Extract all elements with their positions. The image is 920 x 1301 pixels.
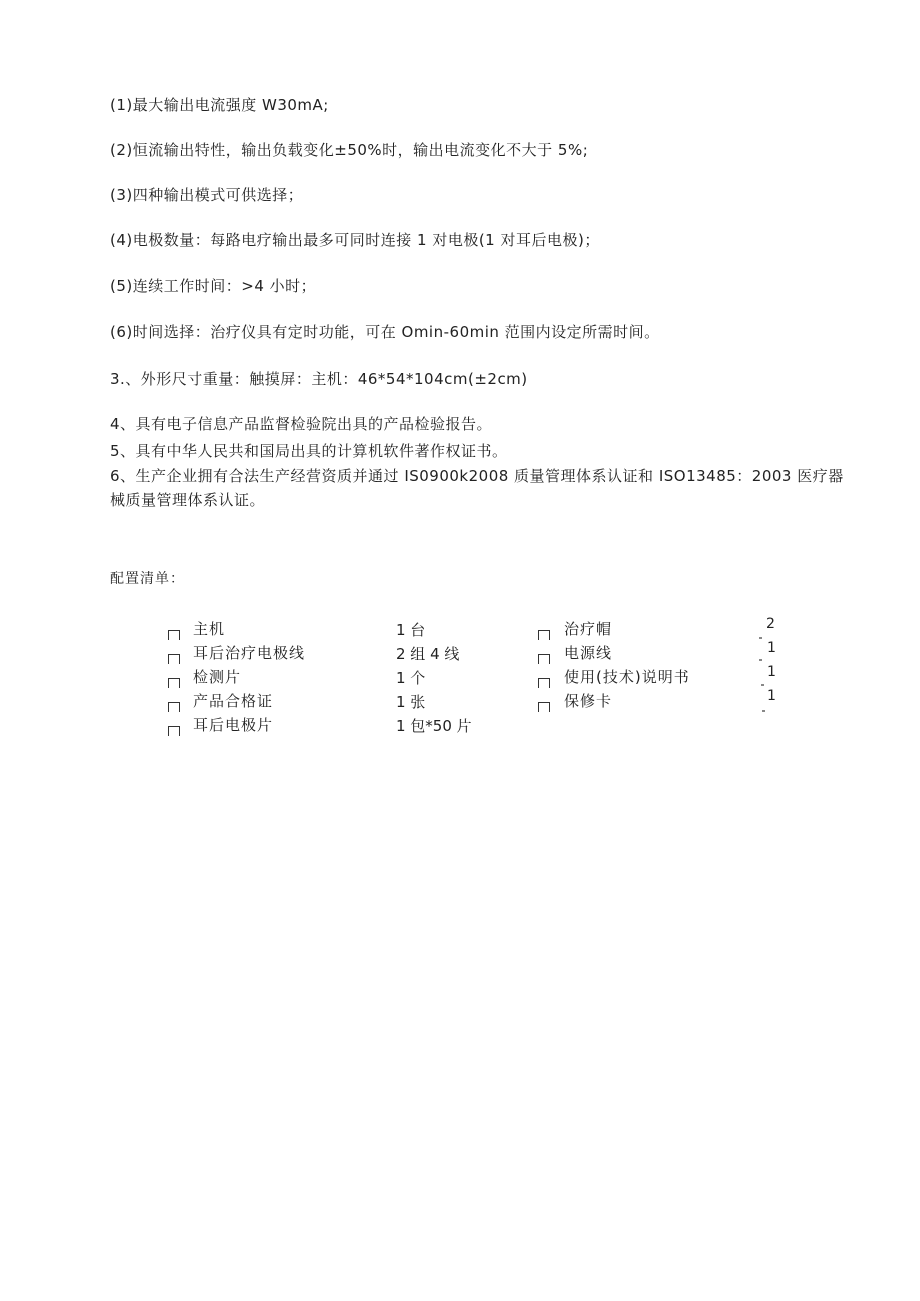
config-item-qty: 1 台 <box>396 621 426 639</box>
config-item-name: 检测片 <box>193 668 242 686</box>
config-item-name: 治疗帽 <box>564 620 613 638</box>
cert-line-5: 5、具有中华人民共和国局出具的计算机软件著作权证书。 <box>110 442 508 460</box>
config-item-name: 产品合格证 <box>193 692 274 710</box>
checkbox-icon <box>538 654 550 664</box>
config-title: 配置清单： <box>110 571 185 587</box>
scan-artifact <box>761 684 764 686</box>
cert-line-4: 4、具有电子信息产品监督检验院出具的产品检验报告。 <box>110 415 493 433</box>
checkbox-icon <box>538 702 550 712</box>
config-item-qty: 1 包*50 片 <box>396 717 472 735</box>
config-item-qty: 2 <box>766 616 775 632</box>
config-item-qty: 1 张 <box>396 693 426 711</box>
spec-line-3: (3)四种输出模式可供选择； <box>110 186 304 204</box>
checkbox-icon <box>168 726 180 736</box>
spec-line-1: (1)最大输出电流强度 W30mA; <box>110 96 329 114</box>
scan-artifact <box>762 710 765 712</box>
checkbox-icon <box>168 654 180 664</box>
config-item-qty: 1 <box>767 640 776 656</box>
scan-artifact <box>759 659 762 661</box>
checkbox-icon <box>538 678 550 688</box>
spec-line-6: (6)时间选择：治疗仪具有定时功能，可在 Omin-60min 范围内设定所需时间。 <box>110 323 660 341</box>
spec-line-5: (5)连续工作时间：>4 小时； <box>110 277 317 295</box>
config-item-qty: 1 个 <box>396 669 426 687</box>
checkbox-icon <box>168 630 180 640</box>
config-item-name: 使用(技术)说明书 <box>564 668 690 686</box>
cert-line-6: 6、生产企业拥有合法生产经营资质并通过 IS0900k2008 质量管理体系认证和 ISO13485：2003 医疗器械质量管理体系认证。 <box>110 467 844 509</box>
dimension-line: 3.、外形尺寸重量：触摸屏：主机：46*54*104cm(±2cm) <box>110 370 528 388</box>
checkbox-icon <box>168 702 180 712</box>
spec-line-2: (2)恒流输出特性，输出负载变化±50%时，输出电流变化不大于 5%; <box>110 141 589 159</box>
config-item-name: 耳后电极片 <box>193 716 274 734</box>
config-item-name: 电源线 <box>564 644 613 662</box>
scan-artifact <box>759 637 762 639</box>
config-item-name: 主机 <box>193 620 226 638</box>
spec-line-4: (4)电极数量：每路电疗输出最多可同时连接 1 对电极(1 对耳后电极)； <box>110 231 600 249</box>
config-item-qty: 1 <box>767 664 776 680</box>
checkbox-icon <box>168 678 180 688</box>
config-item-qty: 1 <box>767 688 776 704</box>
checkbox-icon <box>538 630 550 640</box>
config-item-name: 保修卡 <box>564 692 613 710</box>
config-item-name: 耳后治疗电极线 <box>193 644 306 662</box>
config-item-qty: 2 组 4 线 <box>396 645 460 663</box>
